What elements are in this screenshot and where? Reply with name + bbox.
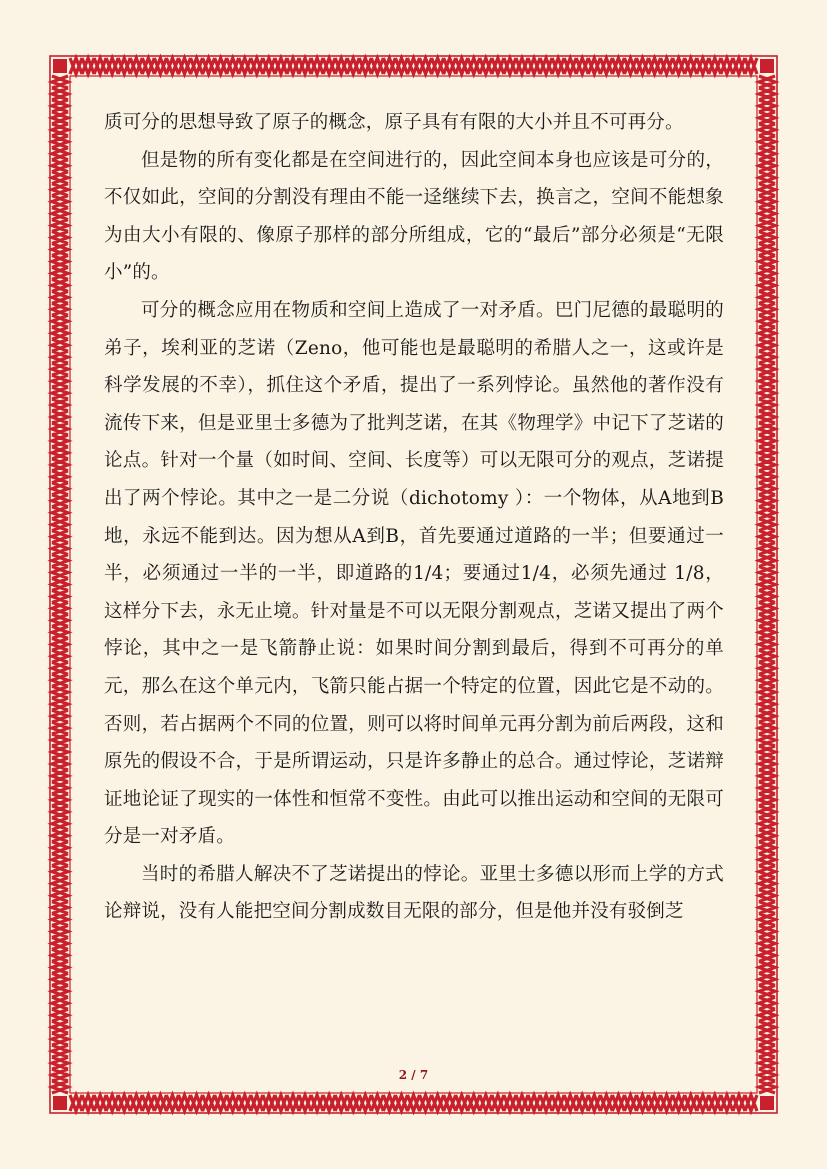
page-number: 2 / 7: [398, 1068, 429, 1082]
paragraph-1: 质可分的思想导致了原子的概念，原子具有有限的大小并且不可再分。: [104, 112, 684, 133]
document-body: [104, 104, 724, 931]
paragraph-4: 当时的希腊人解决不了芝诺提出的悖论。亚里士多德以形而上学的方式论辩说，没有人能把空间分割成数目无限的部分，但是他并没有驳倒芝: [104, 863, 724, 923]
paragraph-3: 可分的概念应用在物质和空间上造成了一对矛盾。巴门尼德的最聪明的弟子，埃利亚的芝诺（Zeno，他可能也是最聪明的希腊人之一，这或许是科学发展的不幸），抓住这个矛盾，提出了一系列悖论。虽然他的著作没有流传下来，但是亚里士多德为了批判芝诺，在其《物理学》中记下了芝诺的论点。针对一个量（如时间、空间、长度等）可以无限可分的观点，芝诺提出了两个悖论。其中之一是二分说（dichotomy ）：一个物体，从A地到B地，永远不能到达。因为想从A到B，首先要通过道路的一半；但要通过一半，必须通过一半的一半，即道路的1/4；要通过1/4，必须先通过 1/8，这样分下去，永无止境。针对量是不可以无限分割观点，芝诺又提出了两个悖论，其中之一是飞箭静止说：如果时间分割到最后，得到不可再分的单元，那么在这个单元内，飞箭只能占据一个特定的位置，因此它是不动的。否则，若占据两个不同的位置，则可以将时间单元再分割为前后两段，这和原先的假设不合，于是所谓运动，只是许多静止的总合。通过悖论，芝诺辩证地论证了现实的一体性和恒常不变性。由此可以推出运动和空间的无限可分是一对矛盾。: [104, 299, 724, 848]
paragraph-2: 但是物的所有变化都是在空间进行的，因此空间本身也应该是可分的，不仅如此，空间的分割没有理由不能一迳继续下去，换言之，空间不能想象为由大小有限的、像原子那样的部分所组成，它的“最后”部分必须是“无限小”的。: [104, 149, 724, 284]
